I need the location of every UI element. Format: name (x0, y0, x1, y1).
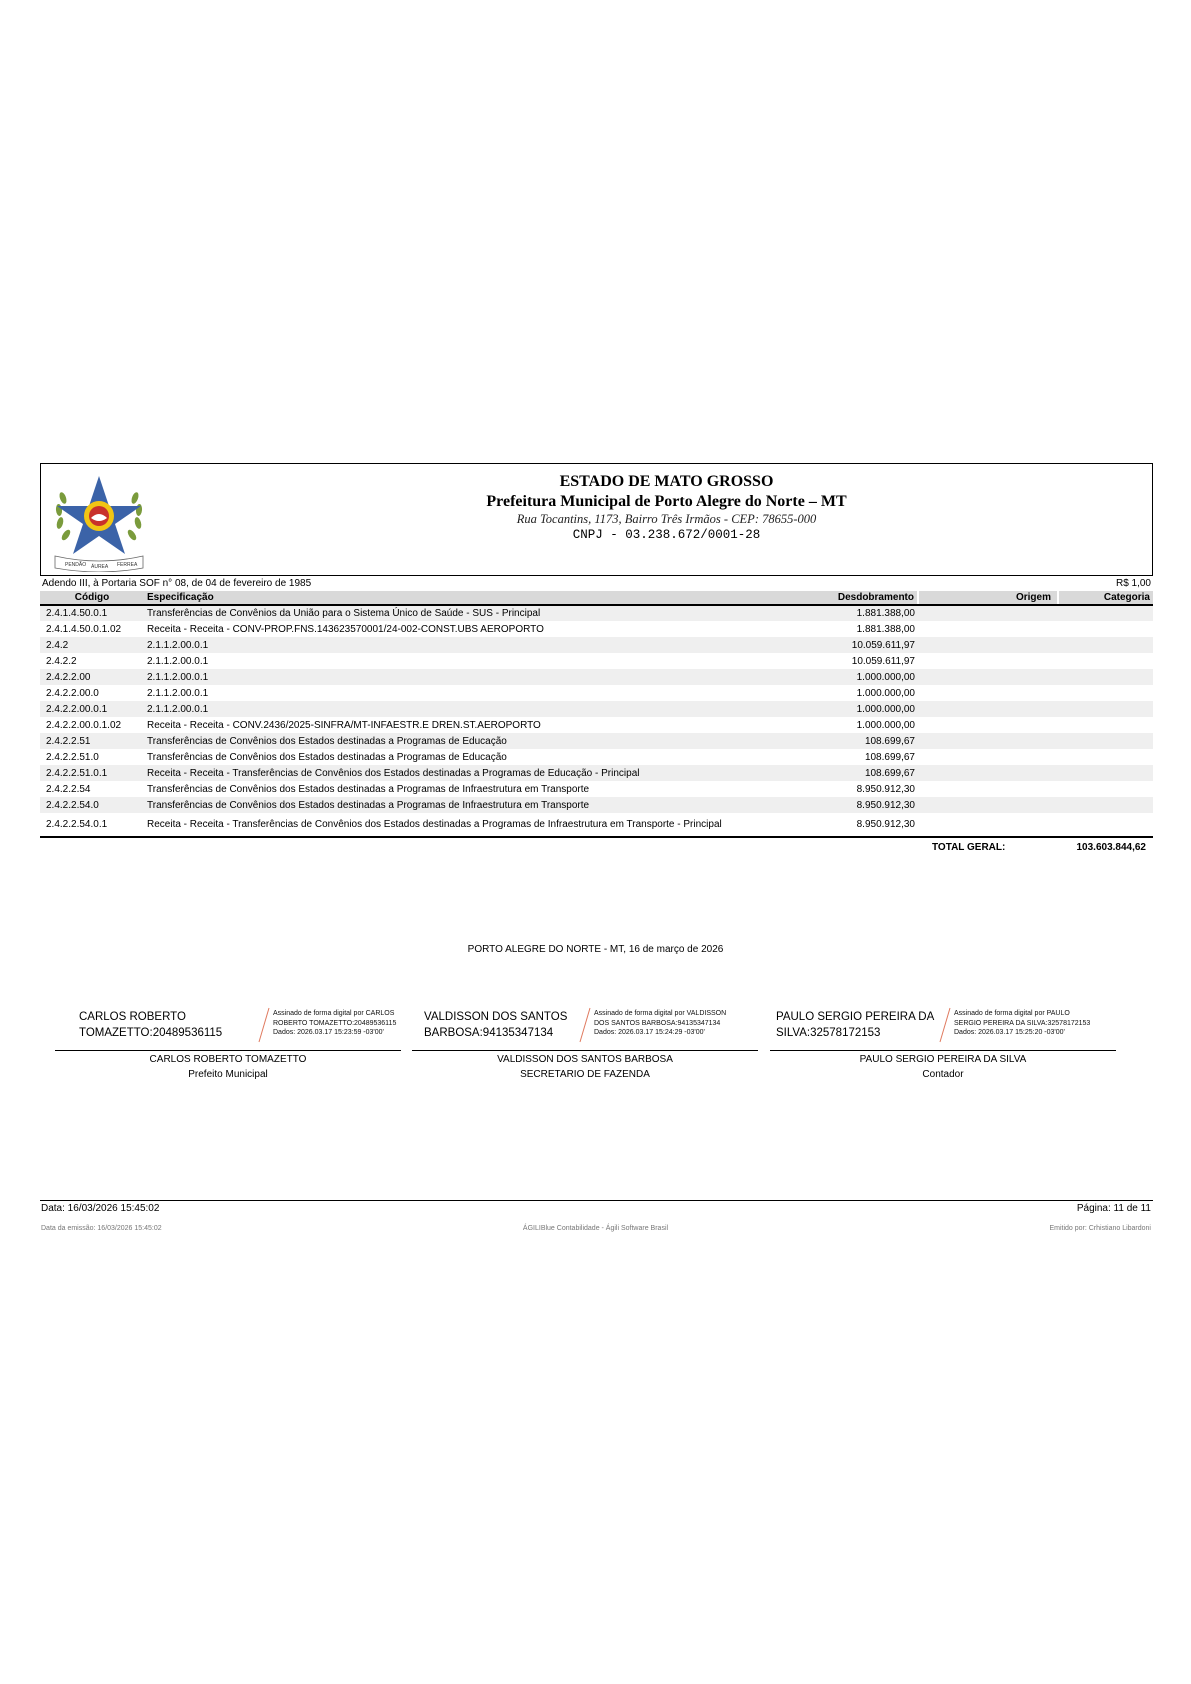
signer-name: VALDISSON DOS SANTOS BARBOSA:94135347134 (424, 1011, 568, 1039)
row-origem (918, 621, 1058, 637)
row-code: 2.4.2.2.51.0 (40, 749, 144, 765)
footer-emission-date: Data da emissão: 16/03/2026 15:45:02 (41, 1225, 162, 1232)
row-origem (918, 813, 1058, 837)
row-categoria (1058, 781, 1153, 797)
row-code: 2.4.1.4.50.0.1.02 (40, 621, 144, 637)
row-categoria (1058, 765, 1153, 781)
row-desdobramento: 108.699,67 (778, 733, 918, 749)
svg-text:ÁUREA: ÁUREA (91, 564, 109, 570)
footer-software: ÁGILIBlue Contabilidade - Ágili Software Brasil (522, 1225, 669, 1232)
row-categoria (1058, 653, 1153, 669)
row-desdobramento: 1.000.000,00 (778, 685, 918, 701)
row-origem (918, 669, 1058, 685)
signature-block-mayor (55, 1003, 401, 1081)
table-row (40, 717, 1153, 733)
row-spec: 2.1.1.2.00.0.1 (144, 637, 778, 653)
signature-line (412, 1050, 758, 1051)
row-code: 2.4.2.2.51.0.1 (40, 765, 144, 781)
row-categoria (1058, 813, 1153, 837)
row-origem (918, 701, 1058, 717)
digital-signature-stamp (55, 1003, 401, 1047)
row-code: 2.4.2.2.51 (40, 733, 144, 749)
header-categoria: Categoria (1058, 591, 1153, 605)
row-desdobramento: 108.699,67 (778, 765, 918, 781)
table-header-row (40, 591, 1153, 605)
row-desdobramento: 1.881.388,00 (778, 605, 918, 621)
row-spec: Transferências de Convênios dos Estados destinadas a Programas de Educação (144, 733, 778, 749)
svg-text:PENDÃO: PENDÃO (65, 562, 87, 568)
row-categoria (1058, 701, 1153, 717)
row-desdobramento: 1.000.000,00 (778, 701, 918, 717)
signer-name: CARLOS ROBERTO TOMAZETTO:20489536115 (79, 1011, 223, 1039)
svg-text:FERREA: FERREA (117, 562, 138, 568)
row-desdobramento: 108.699,67 (778, 749, 918, 765)
digital-signature-stamp (412, 1003, 758, 1047)
digital-signature-info: Assinado de forma digital por CARLOS ROBERTO TOMAZETTO:20489536115 Dados: 2026.03.17 15:23:59 -03'00' (273, 1010, 397, 1036)
row-code: 2.4.2.2 (40, 653, 144, 669)
table-row (40, 797, 1153, 813)
printed-name: VALDISSON DOS SANTOS BARBOSA (497, 1054, 673, 1065)
row-spec: 2.1.1.2.00.0.1 (144, 701, 778, 717)
row-origem (918, 749, 1058, 765)
table-row (40, 685, 1153, 701)
signature-line (55, 1050, 401, 1051)
row-spec: Receita - Receita - CONV.2436/2025-SINFRA/MT-INFAESTR.E DREN.ST.AEROPORTO (144, 717, 778, 733)
row-desdobramento: 1.000.000,00 (778, 669, 918, 685)
row-desdobramento: 10.059.611,97 (778, 637, 918, 653)
row-categoria (1058, 733, 1153, 749)
header-spec: Especificação (144, 591, 778, 605)
total-label: TOTAL GERAL: (932, 842, 1006, 853)
row-desdobramento: 1.000.000,00 (778, 717, 918, 733)
row-code: 2.4.2.2.00.0 (40, 685, 144, 701)
place-date: PORTO ALEGRE DO NORTE - MT, 16 de março de 2026 (467, 944, 724, 955)
row-code: 2.4.2 (40, 637, 144, 653)
cnpj-line: CNPJ - 03.238.672/0001-28 (572, 528, 761, 542)
subline (40, 578, 1153, 591)
row-spec: Receita - Receita - Transferências de Convênios dos Estados destinadas a Programas de Infraestrutura em Transporte - Principal (144, 813, 778, 837)
signer-role: Contador (922, 1069, 964, 1080)
header-origem: Origem (918, 591, 1058, 605)
row-origem (918, 781, 1058, 797)
signer-role: SECRETARIO DE FAZENDA (520, 1069, 650, 1080)
currency-unit: R$ 1,00 (1115, 578, 1151, 589)
printed-name: CARLOS ROBERTO TOMAZETTO (149, 1054, 307, 1065)
table-row (40, 605, 1153, 621)
row-desdobramento: 10.059.611,97 (778, 653, 918, 669)
row-code: 2.4.2.2.54.0.1 (40, 813, 144, 837)
row-origem (918, 765, 1058, 781)
row-desdobramento: 8.950.912,30 (778, 781, 918, 797)
table-row (40, 653, 1153, 669)
row-desdobramento: 1.881.388,00 (778, 621, 918, 637)
row-spec: 2.1.1.2.00.0.1 (144, 685, 778, 701)
state-title: ESTADO DE MATO GROSSO (559, 473, 774, 490)
row-code: 2.4.2.2.00.0.1 (40, 701, 144, 717)
digital-signature-stamp (770, 1003, 1116, 1047)
row-origem (918, 637, 1058, 653)
footer-date: Data: 16/03/2026 15:45:02 (41, 1203, 160, 1214)
row-origem (918, 685, 1058, 701)
row-origem (918, 797, 1058, 813)
row-spec: Receita - Receita - Transferências de Convênios dos Estados destinadas a Programas de Educação - Principal (144, 765, 778, 781)
row-desdobramento: 8.950.912,30 (778, 797, 918, 813)
signature-block-accountant (770, 1003, 1116, 1081)
signer-name: PAULO SERGIO PEREIRA DA SILVA:32578172153 (776, 1011, 935, 1039)
footer-divider (40, 1200, 1153, 1201)
prefeitura-title: Prefeitura Municipal de Porto Alegre do Norte – MT (486, 493, 847, 510)
signature-line (770, 1050, 1116, 1051)
digital-signature-info: Assinado de forma digital por PAULO SERGIO PEREIRA DA SILVA:32578172153 Dados: 2026.03.17 15:25:20 -03'00' (954, 1010, 1091, 1036)
row-code: 2.4.2.2.54 (40, 781, 144, 797)
row-origem (918, 605, 1058, 621)
header-desdobramento: Desdobramento (778, 591, 918, 605)
row-categoria (1058, 605, 1153, 621)
signature-slash-icon (576, 1006, 594, 1044)
table-row (40, 781, 1153, 797)
row-spec: Receita - Receita - CONV-PROP.FNS.143623570001/24-002-CONST.UBS AEROPORTO (144, 621, 778, 637)
total-value: 103.603.844,62 (1076, 842, 1146, 853)
row-desdobramento: 8.950.912,30 (778, 813, 918, 837)
row-code: 2.4.1.4.50.0.1 (40, 605, 144, 621)
row-code: 2.4.2.2.00.0.1.02 (40, 717, 144, 733)
row-origem (918, 733, 1058, 749)
row-categoria (1058, 749, 1153, 765)
letterhead (40, 463, 1153, 576)
table-row (40, 813, 1153, 837)
row-categoria (1058, 621, 1153, 637)
legal-reference: Adendo III, à Portaria SOF n° 08, de 04 de fevereiro de 1985 (42, 578, 312, 589)
table-row (40, 669, 1153, 685)
row-spec: 2.1.1.2.00.0.1 (144, 669, 778, 685)
footer-emitted-by: Emitido por: Crhistiano Libardoni (1049, 1225, 1151, 1232)
signer-role: Prefeito Municipal (188, 1069, 268, 1080)
row-origem (918, 717, 1058, 733)
signature-slash-icon (255, 1006, 273, 1044)
row-categoria (1058, 637, 1153, 653)
row-origem (918, 653, 1058, 669)
table-row (40, 637, 1153, 653)
row-code: 2.4.2.2.00 (40, 669, 144, 685)
row-categoria (1058, 797, 1153, 813)
header-code: Código (40, 591, 144, 605)
digital-signature-info: Assinado de forma digital por VALDISSON DOS SANTOS BARBOSA:94135347134 Dados: 2026.03.17 15:24:29 -03'00' (594, 1010, 727, 1036)
row-code: 2.4.2.2.54.0 (40, 797, 144, 813)
footer-page-number: Página: 11 de 11 (1076, 1203, 1151, 1214)
printed-name: PAULO SERGIO PEREIRA DA SILVA (859, 1054, 1027, 1065)
table-row (40, 749, 1153, 765)
row-spec: Transferências de Convênios dos Estados destinadas a Programas de Educação (144, 749, 778, 765)
row-categoria (1058, 717, 1153, 733)
table-row (40, 621, 1153, 637)
row-spec: Transferências de Convênios dos Estados destinadas a Programas de Infraestrutura em Transporte (144, 781, 778, 797)
table-row (40, 765, 1153, 781)
row-spec: 2.1.1.2.00.0.1 (144, 653, 778, 669)
table-row (40, 701, 1153, 717)
row-spec: Transferências de Convênios dos Estados destinadas a Programas de Infraestrutura em Transporte (144, 797, 778, 813)
address-line: Rua Tocantins, 1173, Bairro Três Irmãos - CEP: 78655-000 (516, 512, 817, 526)
revenue-table (40, 591, 1153, 838)
table-row (40, 733, 1153, 749)
signature-block-secretary (412, 1003, 758, 1081)
signature-slash-icon (936, 1006, 954, 1044)
row-categoria (1058, 685, 1153, 701)
row-spec: Transferências de Convênios da União para o Sistema Único de Saúde - SUS - Principal (144, 605, 778, 621)
row-categoria (1058, 669, 1153, 685)
